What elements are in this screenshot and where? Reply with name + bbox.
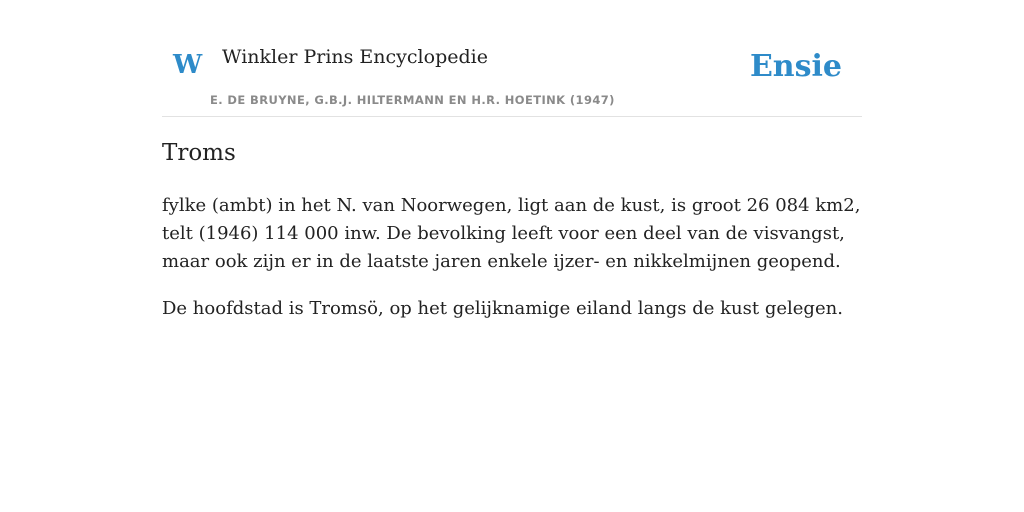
article-body — [162, 192, 862, 342]
article-title: Troms — [162, 140, 236, 166]
source-logo[interactable]: W — [173, 50, 203, 80]
page-container — [162, 0, 862, 319]
source-header — [162, 0, 862, 117]
article-paragraph: De hoofdstad is Tromsö, op het gelijknamige eiland langs de kust gelegen. — [162, 298, 843, 319]
source-authors: E. DE BRUYNE, G.B.J. HILTERMANN EN H.R. HOETINK (1947) — [210, 93, 615, 107]
source-title[interactable]: Winkler Prins Encyclopedie — [222, 46, 488, 68]
article-paragraph: fylke (ambt) in het N. van Noorwegen, ligt aan de kust, is groot 26 084 km2, telt (1946) 114 000 inw. De bevolking leeft voor een deel van de visvangst, maar ook zijn er in de laatste jaren enkele ijzer- en nikkelmijnen geopend. — [162, 195, 861, 272]
brand-logo[interactable]: Ensie — [749, 49, 842, 84]
